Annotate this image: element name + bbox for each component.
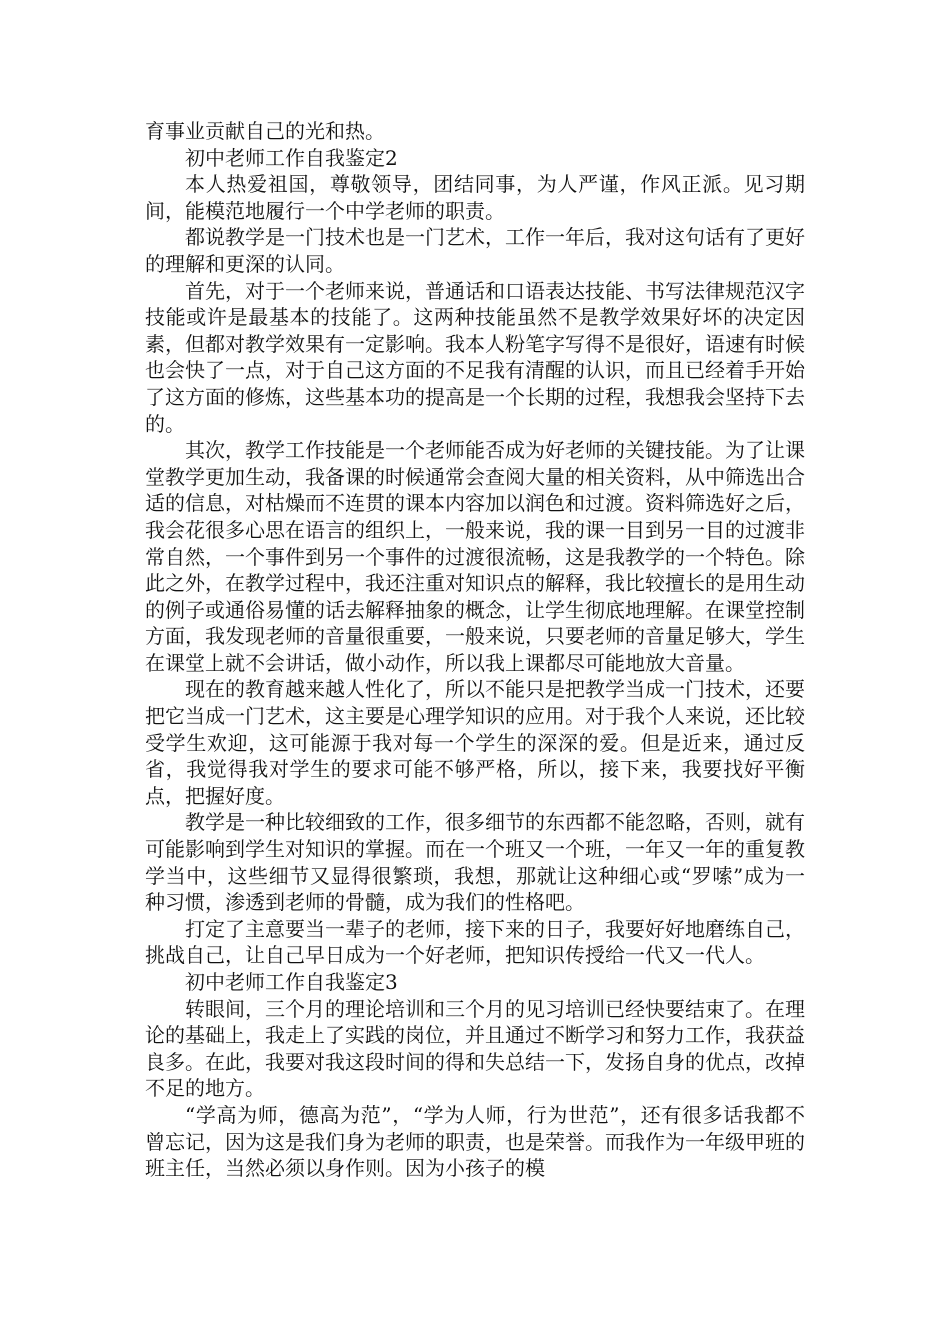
paragraph: 都说教学是一门技术也是一门艺术，工作一年后，我对这句话有了更好的理解和更深的认同。 [145, 225, 805, 276]
paragraph: 打定了主意要当一辈子的老师，接下来的日子，我要好好地磨练自己，挑战自己，让自己早日成为一个好老师，把知识传授给一代又一代人。 [145, 916, 805, 968]
paragraph: 其次，教学工作技能是一个老师能否成为好老师的关键技能。为了让课堂教学更加生动，我备课的时候通常会查阅大量的相关资料，从中筛选出合适的信息，对枯燥而不连贯的课本内容加以润色和过渡。资料筛选好之后，我会花很多心思在语言的组织上，一般来说，我的课一目到另一目的过渡非常自然，一个事件到另一个事件的过渡很流畅，这是我教学的一个特色。除此之外，在教学过程中，我还注重对知识点的解释，我比较擅长的是用生动的例子或通俗易懂的话去解释抽象的概念，让学生彻底地理解。在课堂控制方面，我发现老师的音量很重要，一般来说，只要老师的音量足够大，学生在课堂上就不会讲话，做小动作，所以我上课都尽可能地放大音量。 [145, 438, 805, 675]
section-heading-3: 初中老师工作自我鉴定3 [185, 970, 398, 994]
document-page [145, 118, 805, 1182]
paragraph: 首先，对于一个老师来说，普通话和口语表达技能、书写法律规范汉字技能或许是最基本的技能了。这两种技能虽然不是教学效果好坏的决定因素，但都对教学效果有一定影响。我本人粉笔字写得不是很好，语速有时候也会快了一点，对于自己这方面的不足我有清醒的认识，而且已经着手开始了这方面的修炼，这些基本功的提高是一个长期的过程，我想我会坚持下去的。 [145, 278, 805, 436]
paragraph: 转眼间，三个月的理论培训和三个月的见习培训已经快要结束了。在理论的基础上，我走上了实践的岗位，并且通过不断学习和努力工作，我获益良多。在此，我要对我这段时间的得和失总结一下，发扬自身的优点，改掉不足的地方。 [145, 996, 805, 1101]
continuation-paragraph: 育事业贡献自己的光和热。 [145, 119, 385, 143]
paragraph: 本人热爱祖国，尊敬领导，团结同事，为人严谨，作风正派。见习期间，能模范地履行一个中学老师的职责。 [145, 172, 805, 223]
paragraph: 教学是一种比较细致的工作，很多细节的东西都不能忽略，否则，就有可能影响到学生对知识的掌握。而在一个班又一个班，一年又一年的重复教学当中，这些细节又显得很繁琐，我想，那就让这种细心或“罗嗦”成为一种习惯，渗透到老师的骨髓，成为我们的性格吧。 [145, 810, 805, 915]
paragraph: “学高为师，德高为范”，“学为人师，行为世范”，还有很多话我都不曾忘记，因为这是我们身为老师的职责，也是荣誉。而我作为一年级甲班的班主任，当然必须以身作则。因为小孩子的模 [145, 1102, 805, 1181]
section-heading-2: 初中老师工作自我鉴定2 [185, 145, 398, 170]
paragraph: 现在的教育越来越人性化了，所以不能只是把教学当成一门技术，还要把它当成一门艺术，这主要是心理学知识的应用。对于我个人来说，还比较受学生欢迎，这可能源于我对每一个学生的深深的爱。但是近来，通过反省，我觉得我对学生的要求可能不够严格，所以，接下来，我要找好平衡点，把握好度。 [145, 677, 805, 808]
